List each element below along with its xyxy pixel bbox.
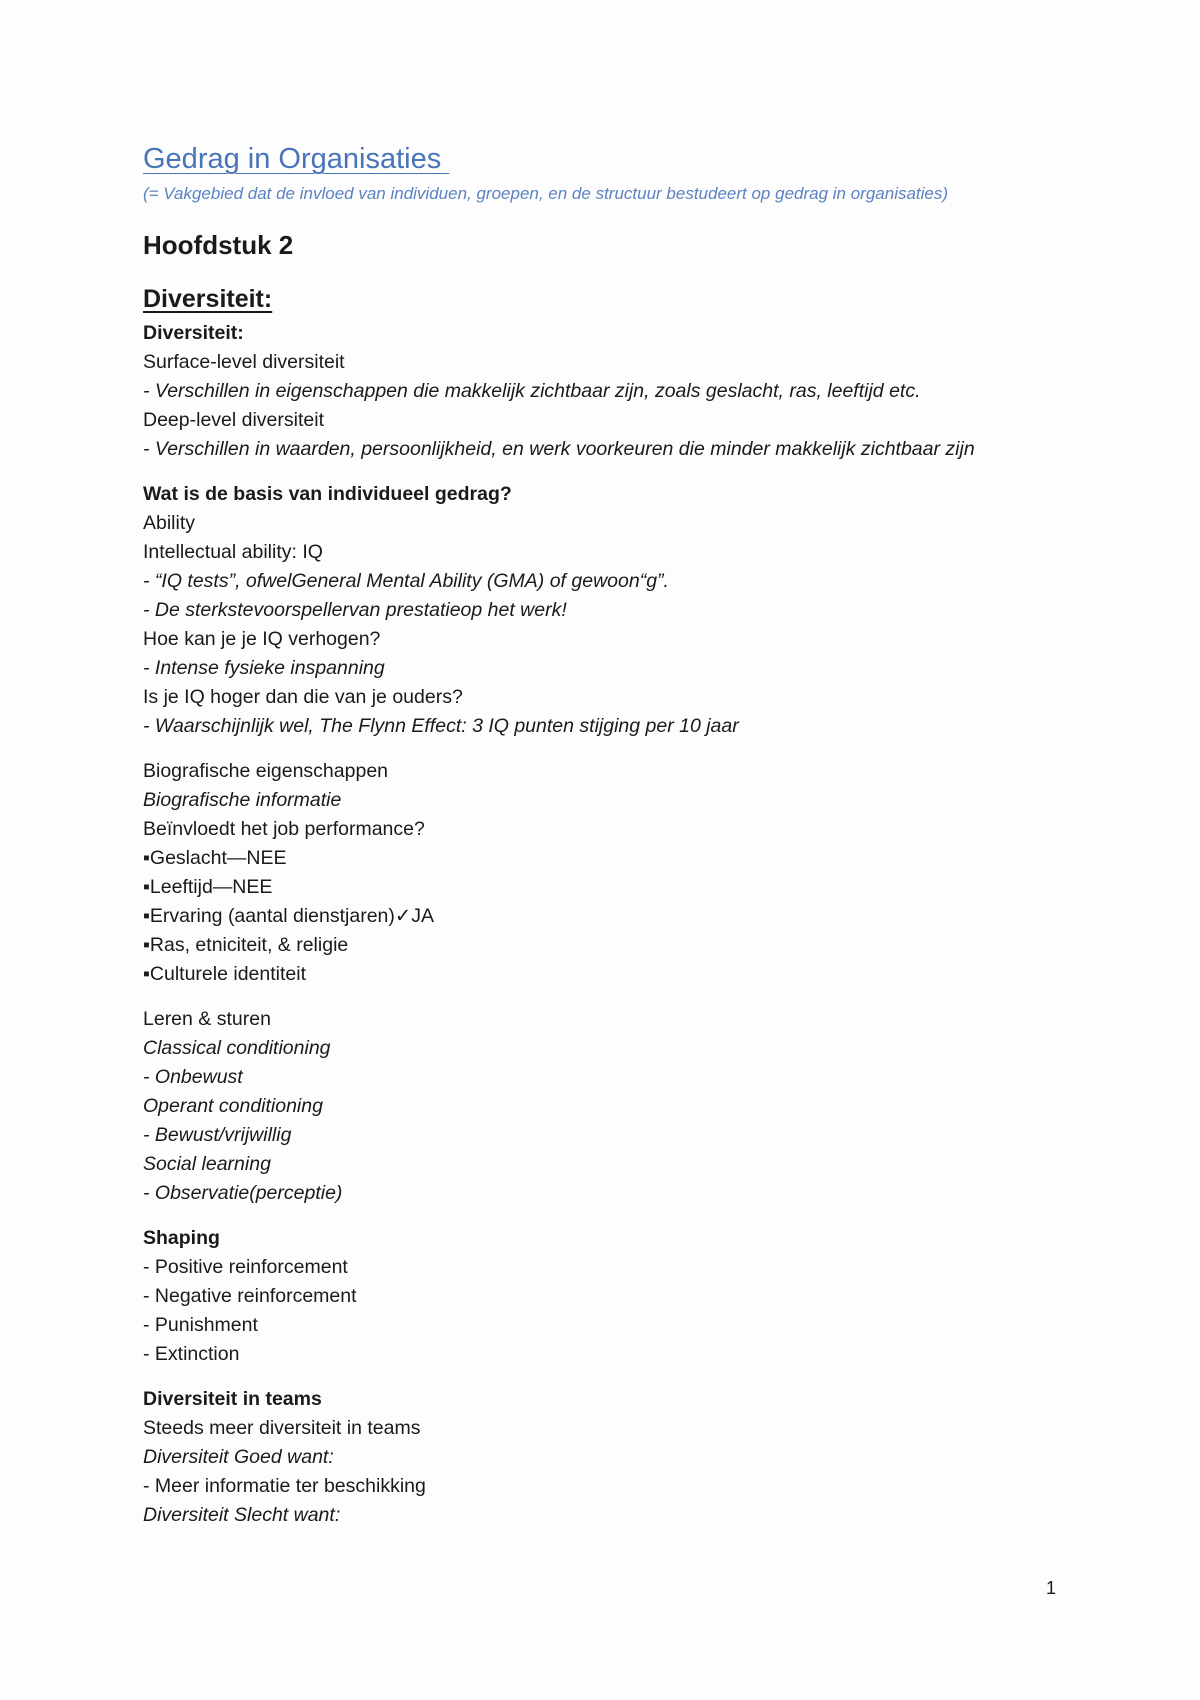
raise-iq-answer: - Intense fysieke inspanning bbox=[143, 657, 385, 680]
deep-level-label: Deep-level diversiteit bbox=[143, 409, 324, 432]
teams-heading: Diversiteit in teams bbox=[143, 1388, 322, 1411]
social-learning-label: Social learning bbox=[143, 1153, 271, 1176]
bio-list-item: ▪Culturele identiteit bbox=[143, 963, 306, 986]
document-subtitle: (= Vakgebied dat de invloed van individuen, groepen, en de structuur bestudeert op gedrag in organisaties) bbox=[143, 183, 949, 203]
social-learning-desc: - Observatie(perceptie) bbox=[143, 1182, 343, 1205]
classical-conditioning-desc: - Onbewust bbox=[143, 1066, 243, 1089]
teams-bad-label: Diversiteit Slecht want: bbox=[143, 1504, 341, 1527]
parents-iq-answer: - Waarschijnlijk wel, The Flynn Effect: 3 IQ punten stijging per 10 jaar bbox=[143, 715, 739, 738]
learning-heading: Leren & sturen bbox=[143, 1008, 271, 1031]
bio-info-label: Biografische informatie bbox=[143, 789, 342, 812]
iq-tests-line: - “IQ tests”, ofwelGeneral Mental Ability (GMA) of gewoon“g”. bbox=[143, 570, 669, 593]
shaping-list-item: - Positive reinforcement bbox=[143, 1256, 348, 1279]
shaping-list-item: - Punishment bbox=[143, 1314, 258, 1337]
bio-question: Beïnvloedt het job performance? bbox=[143, 818, 425, 841]
shaping-list-item: - Extinction bbox=[143, 1343, 240, 1366]
document-page bbox=[143, 142, 1063, 1530]
bio-heading: Biografische eigenschappen bbox=[143, 760, 389, 783]
deep-level-description: - Verschillen in waarden, persoonlijkheid, en werk voorkeuren die minder makkelijk zichtbaar zijn bbox=[143, 438, 975, 461]
parents-iq-question: Is je IQ hoger dan die van je ouders? bbox=[143, 686, 463, 709]
shaping-list-item: - Negative reinforcement bbox=[143, 1285, 357, 1308]
intellectual-ability-label: Intellectual ability: IQ bbox=[143, 541, 323, 564]
diversity-heading: Diversiteit: bbox=[143, 322, 244, 345]
bio-list-item: ▪Ervaring (aantal dienstjaren)✓JA bbox=[143, 905, 434, 928]
teams-intro: Steeds meer diversiteit in teams bbox=[143, 1417, 421, 1440]
operant-conditioning-label: Operant conditioning bbox=[143, 1095, 323, 1118]
classical-conditioning-label: Classical conditioning bbox=[143, 1037, 331, 1060]
section-heading: Diversiteit: bbox=[143, 284, 273, 313]
raise-iq-question: Hoe kan je je IQ verhogen? bbox=[143, 628, 381, 651]
teams-good-label: Diversiteit Goed want: bbox=[143, 1446, 334, 1469]
page-number: 1 bbox=[1046, 1578, 1057, 1598]
operant-conditioning-desc: - Bewust/vrijwillig bbox=[143, 1124, 292, 1147]
teams-good-item: - Meer informatie ter beschikking bbox=[143, 1475, 426, 1498]
ability-label: Ability bbox=[143, 512, 196, 535]
bio-list-item: ▪Geslacht—NEE bbox=[143, 847, 287, 870]
document-title: Gedrag in Organisaties bbox=[143, 143, 450, 175]
bio-list-item: ▪Ras, etniciteit, & religie bbox=[143, 934, 349, 957]
basis-heading: Wat is de basis van individueel gedrag? bbox=[143, 483, 512, 506]
bio-list-item: ▪Leeftijd—NEE bbox=[143, 876, 273, 899]
predictor-line: - De sterkstevoorspellervan prestatieop het werk! bbox=[143, 599, 567, 622]
surface-level-label: Surface-level diversiteit bbox=[143, 351, 345, 374]
shaping-heading: Shaping bbox=[143, 1227, 220, 1250]
surface-level-description: - Verschillen in eigenschappen die makkelijk zichtbaar zijn, zoals geslacht, ras, leeftijd etc. bbox=[143, 380, 921, 403]
chapter-heading: Hoofdstuk 2 bbox=[143, 229, 294, 260]
